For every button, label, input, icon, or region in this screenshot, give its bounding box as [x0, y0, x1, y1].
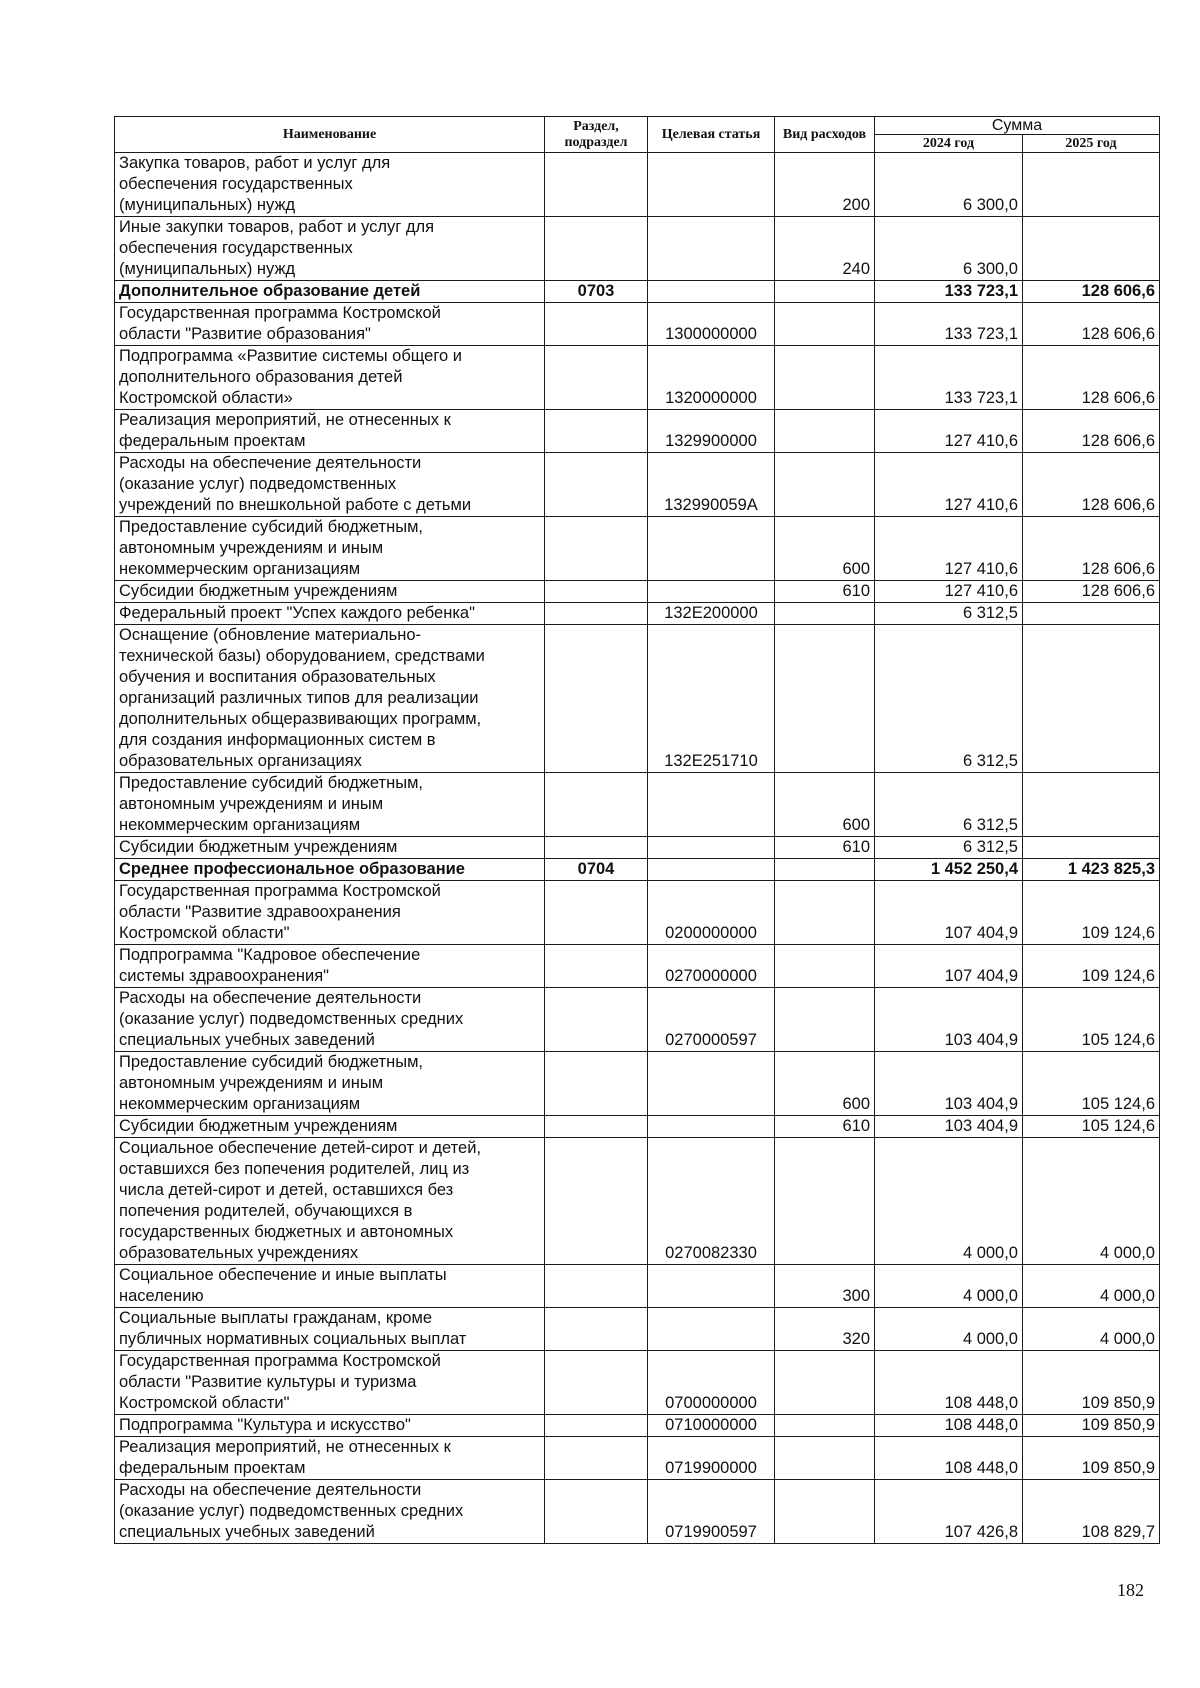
table-row — [115, 1308, 1160, 1351]
table-row — [115, 625, 1160, 773]
row-2024-cell: 103 404,9 — [875, 988, 1023, 1052]
row-name-cell: Закупка товаров, работ и услуг для обеспечения государственных (муниципальных) нужд — [115, 153, 545, 217]
row-expense-type-cell: 600 — [775, 517, 875, 581]
row-2025-cell: 128 606,6 — [1023, 581, 1160, 603]
row-2025-cell: 128 606,6 — [1023, 453, 1160, 517]
row-section-cell — [545, 153, 648, 217]
row-2025-cell: 109 850,9 — [1023, 1437, 1160, 1480]
row-expense-type-cell: 240 — [775, 217, 875, 281]
row-2025-cell — [1023, 153, 1160, 217]
row-target-cell: 1320000000 — [648, 346, 775, 410]
table-row — [115, 153, 1160, 217]
row-section-cell — [545, 410, 648, 453]
row-expense-type-cell: 610 — [775, 837, 875, 859]
row-2024-cell: 103 404,9 — [875, 1116, 1023, 1138]
row-2025-cell — [1023, 217, 1160, 281]
row-2024-cell: 133 723,1 — [875, 303, 1023, 346]
row-2025-cell: 128 606,6 — [1023, 303, 1160, 346]
table-row — [115, 859, 1160, 881]
row-2025-cell: 105 124,6 — [1023, 1116, 1160, 1138]
row-2024-cell: 6 312,5 — [875, 603, 1023, 625]
table-row — [115, 453, 1160, 517]
row-target-cell — [648, 217, 775, 281]
row-name-cell: Субсидии бюджетным учреждениям — [115, 1116, 545, 1138]
row-name-cell: Расходы на обеспечение деятельности (оказание услуг) подведомственных средних специальных учебных заведений — [115, 988, 545, 1052]
header-expense-type: Вид расходов — [775, 117, 875, 153]
row-section-cell — [545, 346, 648, 410]
row-section-cell — [545, 517, 648, 581]
row-2024-cell: 133 723,1 — [875, 346, 1023, 410]
row-section-cell — [545, 1138, 648, 1265]
row-expense-type-cell — [775, 303, 875, 346]
row-2024-cell: 127 410,6 — [875, 517, 1023, 581]
table-row — [115, 1052, 1160, 1116]
row-name-cell: Государственная программа Костромской области "Развитие культуры и туризма Костромской области" — [115, 1351, 545, 1415]
row-section-cell — [545, 581, 648, 603]
row-section-cell — [545, 453, 648, 517]
row-target-cell — [648, 1116, 775, 1138]
row-name-cell: Подпрограмма "Культура и искусство" — [115, 1415, 545, 1437]
row-2025-cell: 105 124,6 — [1023, 1052, 1160, 1116]
row-2025-cell: 108 829,7 — [1023, 1480, 1160, 1544]
row-2024-cell: 127 410,6 — [875, 453, 1023, 517]
row-name-cell: Предоставление субсидий бюджетным, автономным учреждениям и иным некоммерческим организациям — [115, 773, 545, 837]
row-2025-cell: 1 423 825,3 — [1023, 859, 1160, 881]
header-name: Наименование — [115, 117, 545, 153]
row-2024-cell: 107 426,8 — [875, 1480, 1023, 1544]
row-target-cell — [648, 281, 775, 303]
row-2024-cell: 133 723,1 — [875, 281, 1023, 303]
row-name-cell: Федеральный проект "Успех каждого ребенка" — [115, 603, 545, 625]
row-target-cell: 0270000597 — [648, 988, 775, 1052]
row-2025-cell: 4 000,0 — [1023, 1308, 1160, 1351]
row-target-cell: 0200000000 — [648, 881, 775, 945]
budget-table — [114, 116, 1160, 1544]
table-row — [115, 217, 1160, 281]
row-section-cell — [545, 1437, 648, 1480]
row-target-cell — [648, 1265, 775, 1308]
row-2024-cell: 6 312,5 — [875, 837, 1023, 859]
row-2025-cell: 4 000,0 — [1023, 1265, 1160, 1308]
row-expense-type-cell — [775, 346, 875, 410]
row-expense-type-cell — [775, 410, 875, 453]
table-row — [115, 303, 1160, 346]
row-expense-type-cell — [775, 881, 875, 945]
row-section-cell — [545, 773, 648, 837]
row-2024-cell: 4 000,0 — [875, 1138, 1023, 1265]
row-2024-cell: 127 410,6 — [875, 410, 1023, 453]
row-expense-type-cell — [775, 1351, 875, 1415]
row-target-cell — [648, 837, 775, 859]
row-target-cell: 1329900000 — [648, 410, 775, 453]
row-section-cell: 0704 — [545, 859, 648, 881]
row-name-cell: Предоставление субсидий бюджетным, автономным учреждениям и иным некоммерческим организациям — [115, 517, 545, 581]
row-2024-cell: 107 404,9 — [875, 881, 1023, 945]
table-body — [115, 153, 1160, 1544]
table-row — [115, 410, 1160, 453]
row-2025-cell: 128 606,6 — [1023, 410, 1160, 453]
row-section-cell — [545, 1052, 648, 1116]
row-section-cell — [545, 603, 648, 625]
row-expense-type-cell — [775, 453, 875, 517]
row-section-cell: 0703 — [545, 281, 648, 303]
row-section-cell — [545, 625, 648, 773]
row-expense-type-cell: 600 — [775, 773, 875, 837]
table-row — [115, 837, 1160, 859]
row-target-cell: 0270082330 — [648, 1138, 775, 1265]
row-2024-cell: 6 300,0 — [875, 153, 1023, 217]
row-target-cell: 0719900000 — [648, 1437, 775, 1480]
table-row — [115, 346, 1160, 410]
row-2024-cell: 108 448,0 — [875, 1415, 1023, 1437]
row-section-cell — [545, 1415, 648, 1437]
row-name-cell: Подпрограмма "Кадровое обеспечение системы здравоохранения" — [115, 945, 545, 988]
row-target-cell — [648, 1308, 775, 1351]
table-row — [115, 945, 1160, 988]
row-target-cell: 0700000000 — [648, 1351, 775, 1415]
row-2025-cell: 109 850,9 — [1023, 1415, 1160, 1437]
row-2024-cell: 4 000,0 — [875, 1265, 1023, 1308]
row-2025-cell: 105 124,6 — [1023, 988, 1160, 1052]
row-2025-cell: 128 606,6 — [1023, 517, 1160, 581]
row-expense-type-cell: 320 — [775, 1308, 875, 1351]
row-section-cell — [545, 1308, 648, 1351]
table-row — [115, 988, 1160, 1052]
row-expense-type-cell — [775, 988, 875, 1052]
row-2025-cell — [1023, 773, 1160, 837]
row-target-cell — [648, 859, 775, 881]
table-row — [115, 881, 1160, 945]
row-name-cell: Дополнительное образование детей — [115, 281, 545, 303]
row-expense-type-cell: 610 — [775, 581, 875, 603]
row-section-cell — [545, 945, 648, 988]
row-2025-cell: 109 124,6 — [1023, 945, 1160, 988]
row-target-cell — [648, 1052, 775, 1116]
row-expense-type-cell: 200 — [775, 153, 875, 217]
row-2024-cell: 127 410,6 — [875, 581, 1023, 603]
row-expense-type-cell — [775, 1138, 875, 1265]
row-2025-cell: 109 850,9 — [1023, 1351, 1160, 1415]
header-2024: 2024 год — [875, 135, 1023, 153]
header-sum: Сумма — [875, 117, 1160, 135]
row-section-cell — [545, 1351, 648, 1415]
row-name-cell: Социальное обеспечение детей-сирот и детей, оставшихся без попечения родителей, лиц из числа детей-сирот и детей, оставшихся без попечения родителей, обучающихся в государственных бюджетных и автономных образовательных учреждениях — [115, 1138, 545, 1265]
row-section-cell — [545, 1265, 648, 1308]
row-target-cell: 132E200000 — [648, 603, 775, 625]
row-target-cell — [648, 517, 775, 581]
row-2024-cell: 6 312,5 — [875, 773, 1023, 837]
row-2024-cell: 108 448,0 — [875, 1351, 1023, 1415]
header-target: Целевая статья — [648, 117, 775, 153]
table-row — [115, 1415, 1160, 1437]
row-section-cell — [545, 988, 648, 1052]
row-section-cell — [545, 1116, 648, 1138]
row-2024-cell: 1 452 250,4 — [875, 859, 1023, 881]
row-section-cell — [545, 303, 648, 346]
row-2025-cell: 109 124,6 — [1023, 881, 1160, 945]
row-name-cell: Государственная программа Костромской области "Развитие образования" — [115, 303, 545, 346]
row-expense-type-cell — [775, 945, 875, 988]
table-row — [115, 517, 1160, 581]
row-2025-cell: 128 606,6 — [1023, 281, 1160, 303]
row-expense-type-cell — [775, 281, 875, 303]
header-section: Раздел, подраздел — [545, 117, 648, 153]
row-target-cell: 0270000000 — [648, 945, 775, 988]
table-row — [115, 1265, 1160, 1308]
row-expense-type-cell — [775, 1415, 875, 1437]
row-expense-type-cell: 300 — [775, 1265, 875, 1308]
row-2024-cell: 107 404,9 — [875, 945, 1023, 988]
table-row — [115, 1138, 1160, 1265]
row-section-cell — [545, 881, 648, 945]
row-name-cell: Расходы на обеспечение деятельности (оказание услуг) подведомственных учреждений по внешкольной работе с детьми — [115, 453, 545, 517]
header-2025: 2025 год — [1023, 135, 1160, 153]
row-name-cell: Субсидии бюджетным учреждениям — [115, 837, 545, 859]
row-target-cell: 1300000000 — [648, 303, 775, 346]
row-target-cell — [648, 581, 775, 603]
row-2024-cell: 6 312,5 — [875, 625, 1023, 773]
row-name-cell: Государственная программа Костромской области "Развитие здравоохранения Костромской области" — [115, 881, 545, 945]
row-expense-type-cell — [775, 603, 875, 625]
row-expense-type-cell — [775, 859, 875, 881]
row-expense-type-cell — [775, 1480, 875, 1544]
row-expense-type-cell: 610 — [775, 1116, 875, 1138]
row-name-cell: Иные закупки товаров, работ и услуг для обеспечения государственных (муниципальных) нужд — [115, 217, 545, 281]
row-name-cell: Социальные выплаты гражданам, кроме публичных нормативных социальных выплат — [115, 1308, 545, 1351]
row-name-cell: Подпрограмма «Развитие системы общего и дополнительного образования детей Костромской области» — [115, 346, 545, 410]
row-2025-cell — [1023, 603, 1160, 625]
row-section-cell — [545, 1480, 648, 1544]
row-2024-cell: 103 404,9 — [875, 1052, 1023, 1116]
row-2025-cell: 4 000,0 — [1023, 1138, 1160, 1265]
row-name-cell: Предоставление субсидий бюджетным, автономным учреждениям и иным некоммерческим организациям — [115, 1052, 545, 1116]
row-section-cell — [545, 217, 648, 281]
row-name-cell: Субсидии бюджетным учреждениям — [115, 581, 545, 603]
row-2024-cell: 4 000,0 — [875, 1308, 1023, 1351]
row-2024-cell: 108 448,0 — [875, 1437, 1023, 1480]
table-row — [115, 581, 1160, 603]
page-number: 182 — [1117, 1580, 1144, 1600]
row-name-cell: Оснащение (обновление материально- технической базы) оборудованием, средствами обучения и воспитания образовательных организаций различных типов для реализации дополнительных общеразвивающих программ, для создания информационных систем в образовательных организациях — [115, 625, 545, 773]
row-name-cell: Реализация мероприятий, не отнесенных к федеральным проектам — [115, 1437, 545, 1480]
row-2024-cell: 6 300,0 — [875, 217, 1023, 281]
table-row — [115, 1351, 1160, 1415]
row-2025-cell — [1023, 837, 1160, 859]
row-target-cell — [648, 773, 775, 837]
row-name-cell: Среднее профессиональное образование — [115, 859, 545, 881]
row-expense-type-cell: 600 — [775, 1052, 875, 1116]
row-target-cell — [648, 153, 775, 217]
table-row — [115, 281, 1160, 303]
row-2025-cell: 128 606,6 — [1023, 346, 1160, 410]
table-row — [115, 603, 1160, 625]
row-target-cell: 132990059А — [648, 453, 775, 517]
row-name-cell: Социальное обеспечение и иные выплаты населению — [115, 1265, 545, 1308]
table-row — [115, 1480, 1160, 1544]
row-expense-type-cell — [775, 625, 875, 773]
row-expense-type-cell — [775, 1437, 875, 1480]
table-row — [115, 773, 1160, 837]
table-row — [115, 1437, 1160, 1480]
table-row — [115, 1116, 1160, 1138]
row-section-cell — [545, 837, 648, 859]
row-2025-cell — [1023, 625, 1160, 773]
row-name-cell: Расходы на обеспечение деятельности (оказание услуг) подведомственных средних специальных учебных заведений — [115, 1480, 545, 1544]
row-target-cell: 132E251710 — [648, 625, 775, 773]
row-target-cell: 0719900597 — [648, 1480, 775, 1544]
row-name-cell: Реализация мероприятий, не отнесенных к федеральным проектам — [115, 410, 545, 453]
row-target-cell: 0710000000 — [648, 1415, 775, 1437]
